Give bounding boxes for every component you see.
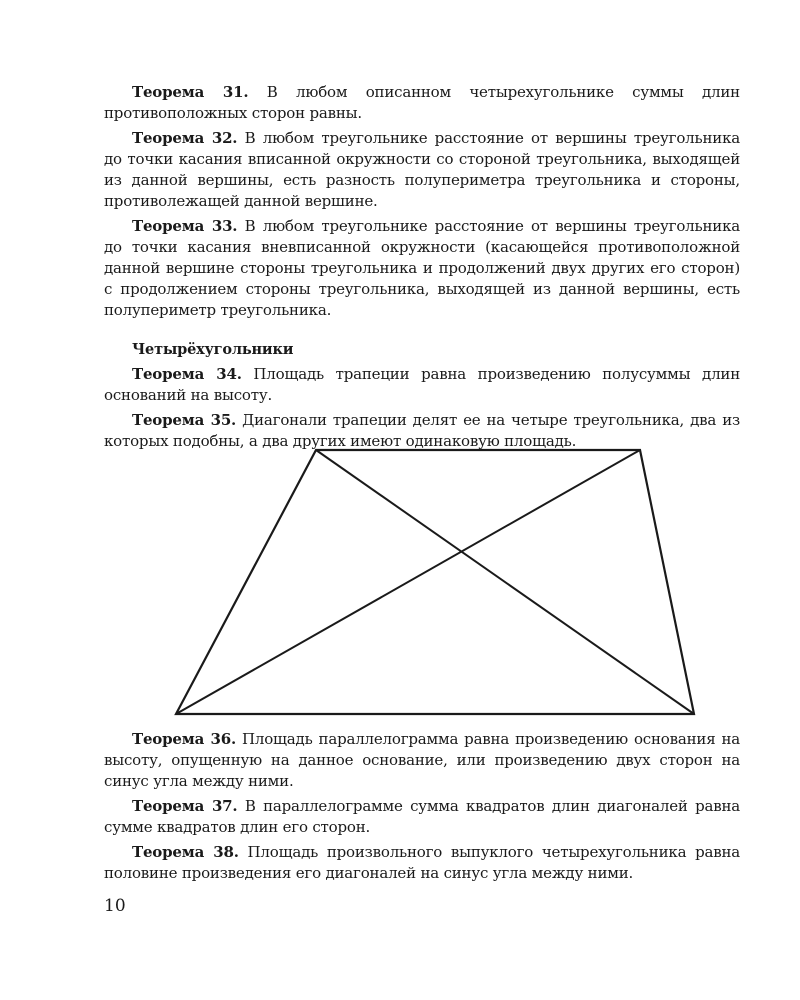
theorem-text: В любом треугольнике расстояние от вершины треугольника до точки касания вневписанной окружности (касающейся противоположной данной вершине стороны треугольника и продолжений двух других его сторон) с продолжением стороны треугольника, выходящей из данной вершины, есть полупериметр треугольника. — [104, 217, 740, 319]
theorem-text: В параллелограмме сумма квадратов длин диагоналей равна сумме квадратов длин его сторон. — [104, 797, 740, 836]
diagonal-ac — [316, 450, 694, 714]
theorem-37 — [104, 796, 740, 838]
theorem-label: Теорема 35. — [132, 411, 237, 429]
theorem-text: В любом треугольнике расстояние от вершины треугольника до точки касания вписанной окружности со стороной треугольника, выходящей из данной вершины, есть разность полупериметра треугольника и стороны, противолежащей данной вершине. — [104, 129, 740, 210]
theorem-33 — [104, 216, 740, 321]
theorem-text: Площадь параллелограмма равна произведению основания на высоту, опущенную на данное основание, или произведению двух сторон на синус угла между ними. — [104, 730, 740, 790]
theorem-label: Теорема 37. — [132, 797, 238, 815]
theorem-label: Теорема 38. — [132, 843, 239, 861]
theorem-31 — [104, 82, 740, 124]
section-heading: Четырёхугольники — [132, 341, 294, 358]
theorem-text: Диагонали трапеции делят ее на четыре треугольника, два из которых подобны, а два других имеют одинаковую площадь. — [104, 411, 740, 450]
theorems-bottom — [104, 729, 740, 888]
trapezoid-figure — [170, 442, 700, 722]
theorem-label: Теорема 34. — [132, 365, 242, 383]
theorem-text: Площадь произвольного выпуклого четырехугольника равна половине произведения его диагоналей на синус угла между ними. — [104, 843, 740, 882]
theorem-label: Теорема 32. — [132, 129, 238, 147]
theorem-label: Теорема 33. — [132, 217, 238, 235]
trapezoid-diagram — [170, 442, 700, 722]
theorem-text: Площадь трапеции равна произведению полусуммы длин оснований на высоту. — [104, 365, 740, 404]
theorem-text: В любом описанном четырехугольнике суммы длин противоположных сторон равны. — [104, 83, 740, 122]
page-number: 10 — [104, 896, 126, 916]
theorem-36 — [104, 729, 740, 792]
theorem-34 — [104, 364, 740, 406]
theorem-32 — [104, 128, 740, 212]
theorem-label: Теорема 36. — [132, 730, 237, 748]
theorem-38 — [104, 842, 740, 884]
trapezoid-outline — [176, 450, 694, 714]
theorems-top — [104, 82, 740, 456]
theorem-label: Теорема 31. — [132, 83, 249, 101]
